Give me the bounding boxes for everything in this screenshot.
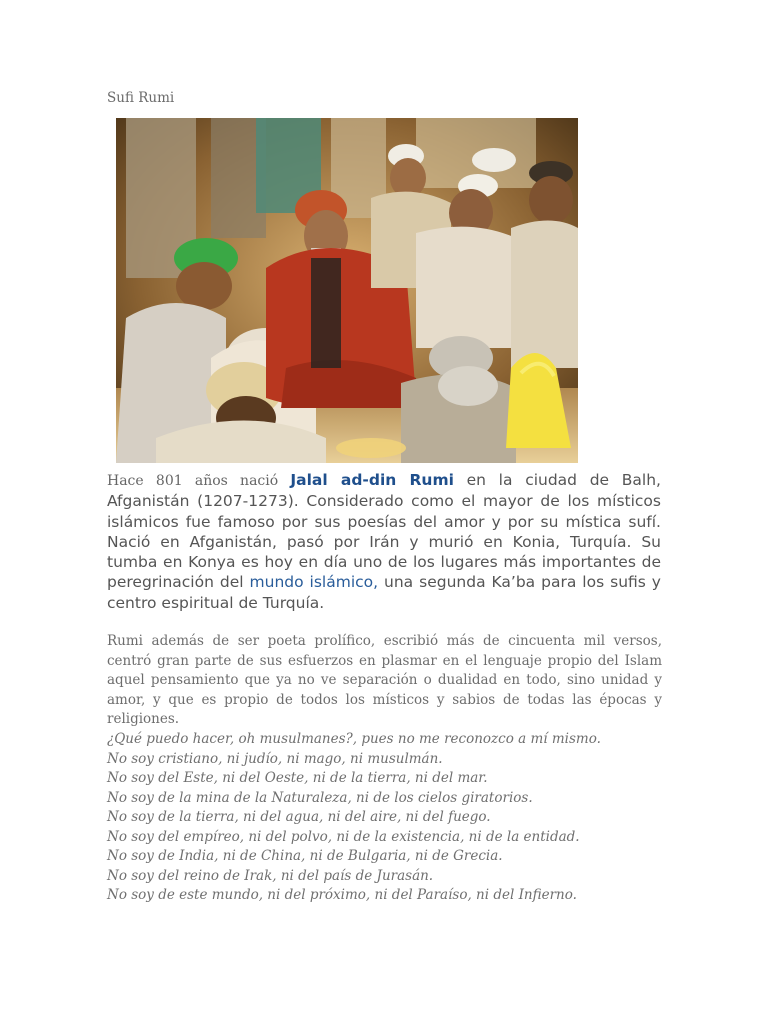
- poem-line: ¿Qué puedo hacer, oh musulmanes?, pues no me reconozco a mí mismo.: [107, 731, 601, 747]
- intro-lead-text: Hace 801 años nació: [107, 473, 291, 489]
- photo-dervishes-gathering-icon: [116, 118, 578, 463]
- poem-line: No soy del Este, ni del Oeste, ni de la tierra, ni del mar.: [107, 770, 488, 786]
- poem-line: No soy de este mundo, ni del próximo, ni del Paraíso, ni del Infierno.: [107, 887, 577, 903]
- document-title: Sufi Rumi: [107, 90, 175, 106]
- body-paragraph: Rumi además de ser poeta prolífico, escribió más de cincuenta mil versos, centró gran parte de sus esfuerzos en plasmar en el lenguaje propio del Islam aquel pensamiento que ya no ve separación o dualidad en todo, sino unidad y amor, y que es propio de todos los místicos y sabios de todas las épocas y religiones.: [107, 633, 662, 727]
- poem-line: No soy de India, ni de China, ni de Bulgaria, ni de Grecia.: [107, 848, 503, 864]
- poem-line: No soy de la mina de la Naturaleza, ni de los cielos giratorios.: [107, 789, 533, 806]
- intro-end-text: una segunda Ka’ba para los sufis y centro espiritual de Turquía.: [107, 573, 661, 612]
- poem: [107, 730, 667, 906]
- intro-body-text: en la ciudad de Balh, Afganistán (1207-1273). Considerado como el mayor de los místicos islámicos fue famoso por sus poesías del amor y por su mística sufí. Nació en Afganistán, pasó por Irán y murió en Konia, Turquía. Su tumba en Konya es hoy en día uno de los lugares más importantes de peregrinación del: [107, 471, 661, 592]
- poem-line: No soy del reino de Irak, ni del país de Jurasán.: [107, 867, 434, 884]
- mundo-islamico-link[interactable]: mundo islámico,: [249, 573, 379, 592]
- poem-line: No soy de la tierra, ni del agua, ni del aire, ni del fuego.: [107, 809, 491, 825]
- intro-paragraph: [107, 470, 661, 613]
- rumi-name-link[interactable]: Jalal ad-din Rumi: [290, 471, 454, 489]
- dervishes-photo: [116, 118, 578, 463]
- poem-line: No soy cristiano, ni judío, ni mago, ni musulmán.: [107, 750, 443, 767]
- poem-line: No soy del empíreo, ni del polvo, ni de la existencia, ni de la entidad.: [107, 828, 580, 845]
